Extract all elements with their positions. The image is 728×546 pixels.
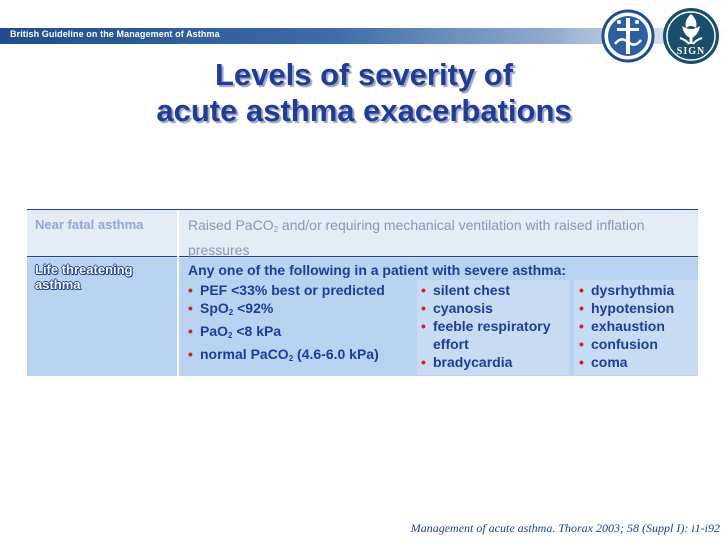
criteria-list-a — [188, 281, 420, 368]
list-item — [579, 281, 697, 299]
item-text: bradycardia — [433, 354, 513, 370]
list-item — [421, 299, 571, 317]
row-intro: Any one of the following in a patient with severe asthma: — [188, 262, 567, 278]
item-text-post: <8 kPa — [232, 323, 282, 339]
desc-subscript: 2 — [273, 225, 279, 234]
item-text-post: <92% — [233, 300, 274, 316]
item-text: coma — [591, 354, 628, 370]
list-item — [188, 322, 420, 345]
item-text: exhaustion — [591, 318, 665, 334]
bullet-icon: • — [421, 318, 426, 334]
citation: Management of acute asthma. Thorax 2003; 58 (Suppl I): i1-i92 — [410, 521, 720, 535]
sign-logo-text: SIGN — [676, 46, 706, 57]
item-text: dysrhythmia — [591, 282, 675, 298]
bullet-icon: • — [579, 336, 584, 352]
item-text: hypotension — [591, 300, 675, 316]
criteria-list-c — [579, 281, 697, 371]
bullet-icon: • — [421, 300, 426, 316]
slide-title — [0, 57, 728, 129]
item-text: PEF <33% best or predicted — [200, 282, 385, 298]
item-text: normal PaCO — [200, 346, 289, 362]
item-text: cyanosis — [433, 300, 493, 316]
bullet-icon: • — [579, 300, 584, 316]
list-item — [188, 299, 420, 322]
title-line-1: Levels of severity of — [214, 57, 514, 92]
row-label-near-fatal: Near fatal asthma — [35, 217, 144, 232]
severity-table — [27, 209, 698, 376]
list-item — [188, 345, 420, 368]
item-text: feeble respiratory effort — [433, 318, 551, 352]
desc-text-post: and/or requiring mechanical ventilation with raised inflation pressures — [188, 217, 645, 258]
item-subscript: 2 — [288, 354, 294, 363]
bullet-icon: • — [188, 346, 193, 362]
list-item — [421, 317, 571, 353]
item-text: silent chest — [433, 282, 511, 298]
bullet-icon: • — [188, 282, 193, 298]
list-item — [579, 353, 697, 371]
column-separator — [177, 210, 179, 376]
item-subscript: 2 — [228, 308, 234, 317]
header-band-text: British Guideline on the Management of Asthma — [10, 29, 220, 39]
list-item — [188, 281, 420, 299]
bullet-icon: • — [421, 282, 426, 298]
item-text-post: (4.6-6.0 kPa) — [293, 346, 379, 362]
list-item — [579, 335, 697, 353]
row-desc-near-fatal — [188, 215, 688, 260]
list-item — [421, 281, 571, 299]
desc-text-pre: Raised PaCO — [188, 217, 274, 233]
list-item — [579, 317, 697, 335]
list-item — [421, 353, 571, 371]
table-row-near-fatal — [27, 210, 698, 257]
bullet-icon: • — [579, 282, 584, 298]
item-text: SpO — [200, 300, 229, 316]
row-label-life-threatening: Life threatening asthma — [35, 262, 133, 292]
table-row-life-threatening — [27, 258, 698, 376]
bullet-icon: • — [188, 323, 193, 339]
title-line-2: acute asthma exacerbations — [156, 93, 572, 128]
item-subscript: 2 — [228, 331, 233, 340]
item-text: confusion — [591, 336, 658, 352]
item-text: PaO — [200, 323, 229, 339]
bullet-icon: • — [421, 354, 426, 370]
bullet-icon: • — [188, 300, 193, 316]
criteria-list-b — [421, 281, 571, 371]
list-item — [579, 299, 697, 317]
bullet-icon: • — [579, 318, 584, 334]
bullet-icon: • — [579, 354, 584, 370]
